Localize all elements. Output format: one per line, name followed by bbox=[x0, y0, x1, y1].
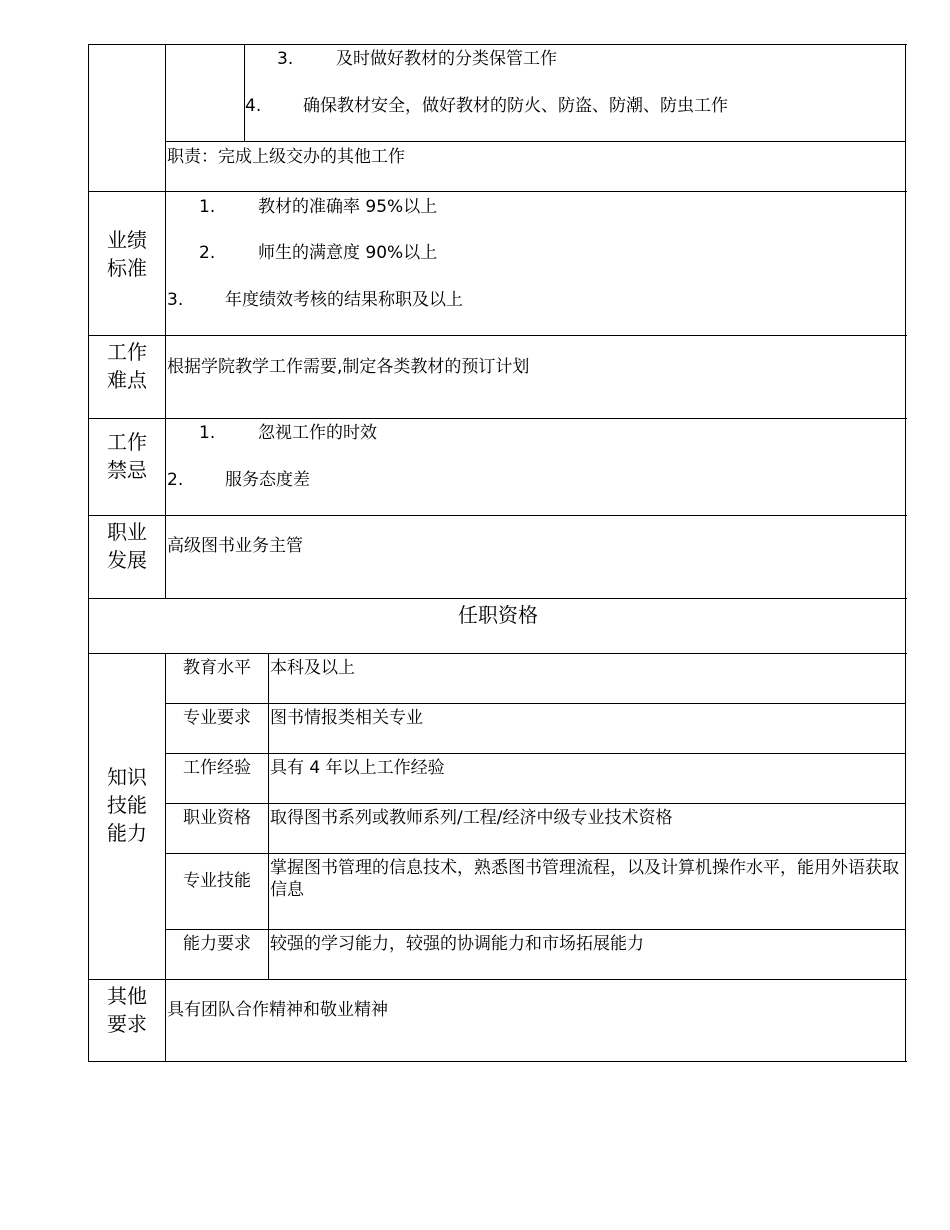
row-divider bbox=[88, 515, 907, 516]
taboo-label bbox=[89, 428, 165, 484]
row-divider bbox=[165, 141, 906, 142]
row-divider bbox=[88, 653, 907, 654]
row-divider bbox=[165, 803, 906, 804]
difficulty-label bbox=[89, 338, 165, 394]
duty-item-text: 及时做好教材的分类保管工作 bbox=[336, 49, 557, 69]
taboo-label-line: 禁忌 bbox=[107, 458, 147, 482]
difficulty-text: 根据学院教学工作需要,制定各类教材的预订计划 bbox=[167, 357, 530, 377]
qualification-row-label: 能力要求 bbox=[183, 934, 251, 954]
qualifications-label bbox=[89, 763, 165, 847]
row-divider bbox=[165, 853, 906, 854]
qualification-row-label: 专业要求 bbox=[183, 708, 251, 728]
other-label bbox=[89, 982, 165, 1038]
row-divider bbox=[165, 753, 906, 754]
row-divider bbox=[165, 703, 906, 704]
qualification-row-value: 图书情报类相关专业 bbox=[270, 708, 423, 728]
taboo-item-text: 服务态度差 bbox=[225, 470, 310, 490]
performance-label-line: 业绩 bbox=[107, 228, 147, 252]
row-divider bbox=[88, 418, 907, 419]
table-border-right bbox=[905, 44, 906, 1062]
qualification-row-label: 教育水平 bbox=[183, 658, 251, 678]
taboo-item-text: 忽视工作的时效 bbox=[258, 423, 377, 443]
row-divider bbox=[88, 979, 907, 980]
qualification-row-value: 掌握图书管理的信息技术，熟悉图书管理流程，以及计算机操作水平，能用外语获取信息 bbox=[270, 858, 899, 900]
career-label-line: 职业 bbox=[107, 520, 147, 544]
performance-label bbox=[89, 226, 165, 282]
qualifications-label-line: 技能 bbox=[107, 793, 147, 817]
row-divider bbox=[88, 598, 907, 599]
performance-item-number: 3. bbox=[167, 290, 184, 310]
performance-item-text: 教材的准确率 95%以上 bbox=[258, 197, 438, 217]
qualification-row-label: 专业技能 bbox=[183, 871, 251, 891]
performance-item-text: 师生的满意度 90%以上 bbox=[258, 243, 438, 263]
taboo-item-number: 1. bbox=[199, 423, 216, 443]
qualification-row-value: 本科及以上 bbox=[270, 658, 355, 678]
qualifications-heading: 任职资格 bbox=[458, 603, 538, 627]
qualification-row-value: 较强的学习能力，较强的协调能力和市场拓展能力 bbox=[270, 934, 644, 954]
difficulty-label-line: 工作 bbox=[107, 340, 147, 364]
performance-item-number: 2. bbox=[199, 243, 216, 263]
table-border-top bbox=[88, 44, 907, 45]
performance-item-number: 1. bbox=[199, 197, 216, 217]
table-border-bottom bbox=[88, 1061, 907, 1062]
other-label-line: 要求 bbox=[107, 1012, 147, 1036]
taboo-item-number: 2. bbox=[167, 470, 184, 490]
other-label-line: 其他 bbox=[107, 984, 147, 1008]
career-label bbox=[89, 518, 165, 574]
qualification-row-label: 工作经验 bbox=[183, 758, 251, 778]
row-divider bbox=[165, 929, 906, 930]
duty-item-text: 确保教材安全，做好教材的防火、防盗、防潮、防虫工作 bbox=[303, 96, 728, 116]
taboo-label-line: 工作 bbox=[107, 430, 147, 454]
duty-item-number: 4. bbox=[245, 96, 262, 116]
performance-label-line: 标准 bbox=[107, 256, 147, 280]
qualification-row-value: 具有 4 年以上工作经验 bbox=[270, 758, 445, 778]
qualifications-label-line: 能力 bbox=[107, 821, 147, 845]
performance-item-text: 年度绩效考核的结果称职及以上 bbox=[225, 290, 463, 310]
career-label-line: 发展 bbox=[107, 548, 147, 572]
qualifications-label-line: 知识 bbox=[107, 765, 147, 789]
row-divider bbox=[88, 191, 907, 192]
other-text: 具有团队合作精神和敬业精神 bbox=[167, 1000, 388, 1020]
career-text: 高级图书业务主管 bbox=[167, 536, 303, 556]
other-duty-text: 职责：完成上级交办的其他工作 bbox=[167, 147, 405, 167]
row-divider bbox=[88, 335, 907, 336]
difficulty-label-line: 难点 bbox=[107, 368, 147, 392]
duty-number-divider bbox=[244, 44, 245, 142]
qualification-row-value: 取得图书系列或教师系列/工程/经济中级专业技术资格 bbox=[270, 808, 673, 828]
duty-item-number: 3. bbox=[277, 49, 294, 69]
qualification-row-label: 职业资格 bbox=[183, 808, 251, 828]
